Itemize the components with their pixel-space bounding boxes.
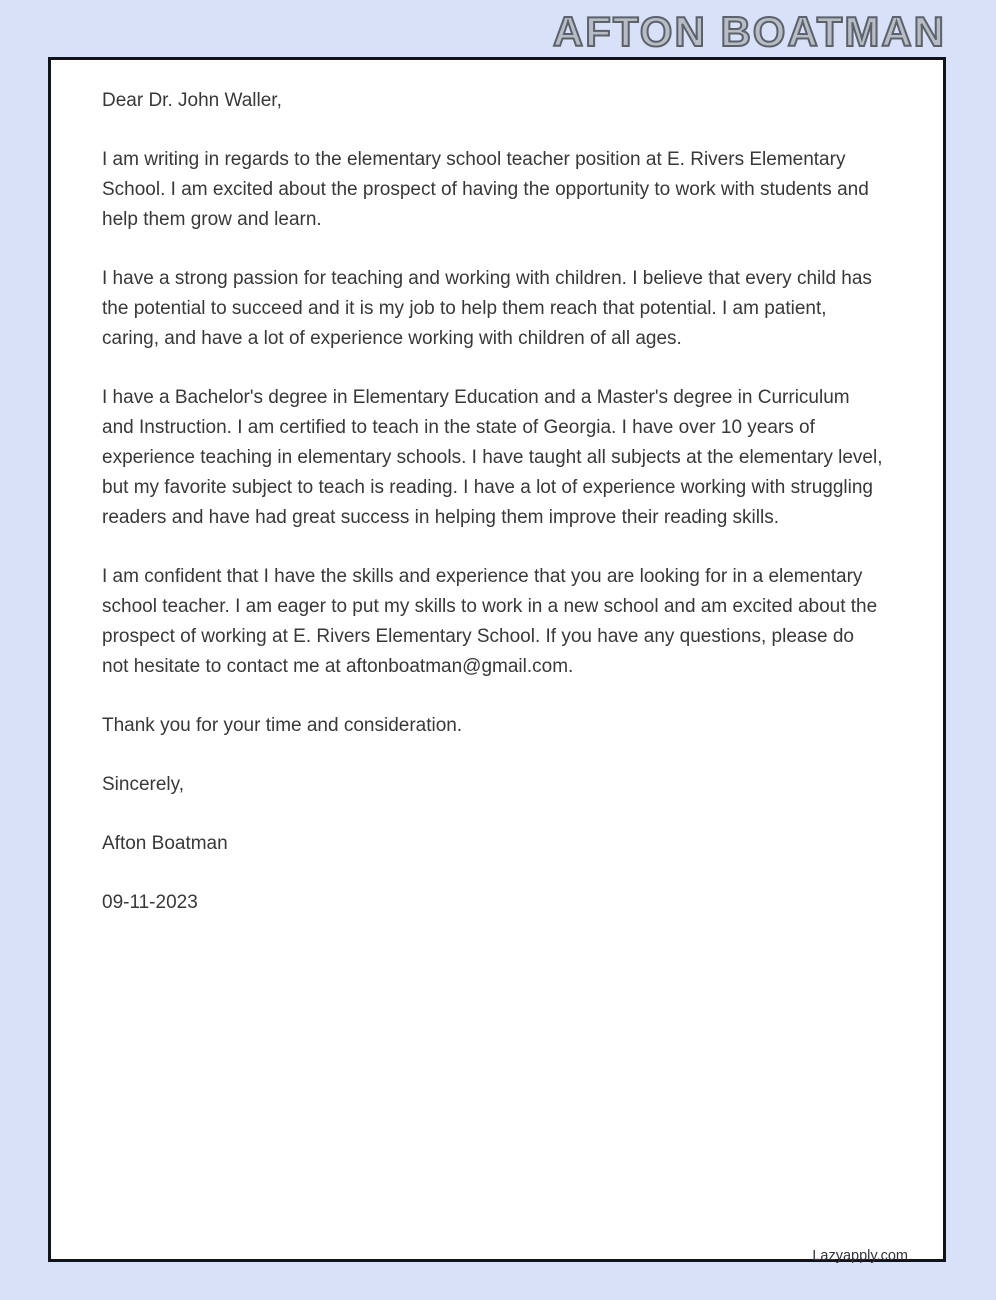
letter-date: 09-11-2023 (102, 892, 198, 913)
letter-paragraph: Thank you for your time and consideration. (102, 715, 463, 736)
letter-paragraph: I have a strong passion for teaching and working with children. I believe that every child has the potential to succeed and it is my job to help them reach that potential. I am patient, caring, and have a lot of experience working with children of all ages. (102, 268, 872, 349)
salutation: Dear Dr. John Waller, (102, 90, 282, 111)
cover-letter-container (48, 57, 946, 1262)
letter-paragraph: I am writing in regards to the elementary school teacher position at E. Rivers Elementary School. I am excited about the prospect of having the opportunity to work with students and help them grow and learn. (102, 149, 869, 230)
closing-line: Sincerely, (102, 774, 185, 795)
letter-paragraph: I am confident that I have the skills and experience that you are looking for in a elementary school teacher. I am eager to put my skills to work in a new school and am excited about the prospect of working at E. Rivers Elementary School. If you have any questions, please do not hesitate to contact me at aftonboatman@gmail.com. (102, 566, 878, 677)
applicant-name-title: AFTON BOATMAN (552, 8, 946, 55)
letter-paragraph: I have a Bachelor's degree in Elementary Education and a Master's degree in Curriculum and Instruction. I am certified to teach in the state of Georgia. I have over 10 years of experience teaching in elementary schools. I have taught all subjects at the elementary level, but my favorite subject to teach is reading. I have a lot of experience working with struggling readers and have had great success in helping them improve their reading skills. (102, 387, 883, 528)
signature-name: Afton Boatman (102, 833, 228, 854)
brand-watermark: Lazyapply.com (812, 1248, 908, 1264)
page-header (48, 8, 946, 56)
